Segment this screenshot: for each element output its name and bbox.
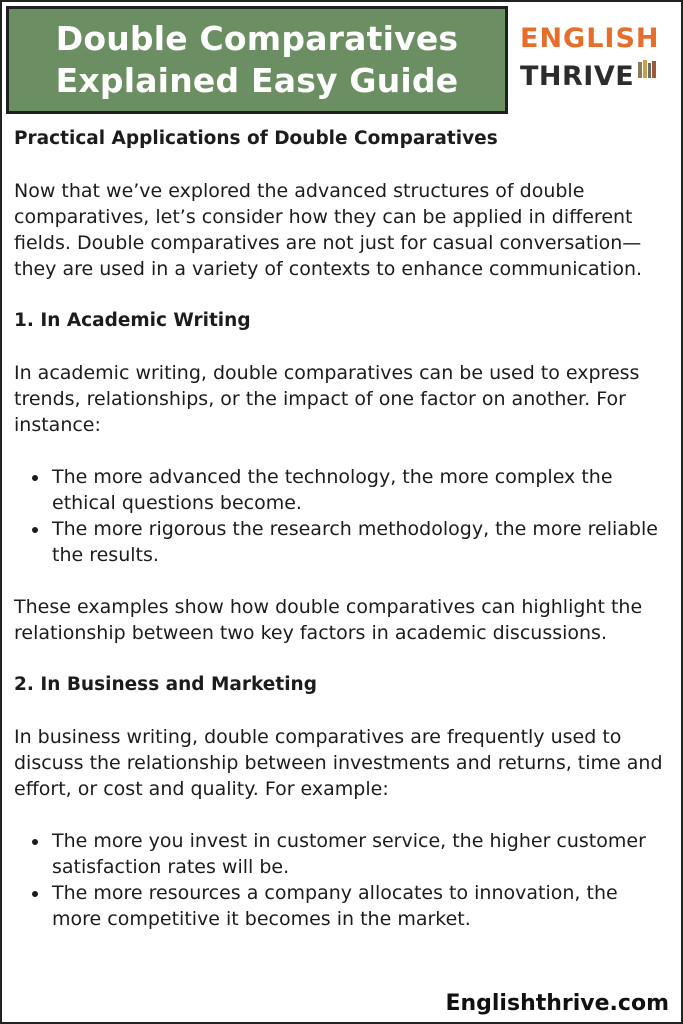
academic-list <box>14 464 670 568</box>
list-item: • The more you invest in customer service, the higher customer satisfaction rates will be. <box>50 828 670 880</box>
academic-paragraph: In academic writing, double comparatives can be used to express trends, relationships, or the impact of one factor on another. For instance: <box>14 362 640 436</box>
section-title: Practical Applications of Double Comparatives <box>14 128 498 149</box>
books-icon <box>637 54 657 88</box>
title-banner <box>6 6 508 114</box>
business-paragraph: In business writing, double comparatives are frequently used to discuss the relationship between investments and returns, time and effort, or cost and quality. For example: <box>14 726 663 800</box>
list-item: • The more advanced the technology, the more complex the ethical questions become. <box>50 464 670 516</box>
article-body <box>14 126 670 932</box>
logo-line-2: THRIVE <box>520 61 635 92</box>
footer-website: Englishthrive.com <box>445 991 669 1016</box>
title-line-1: Double Comparatives <box>55 19 459 58</box>
list-item: • The more rigorous the research methodology, the more reliable the results. <box>50 516 670 568</box>
title-line-2: Explained Easy Guide <box>55 61 459 100</box>
academic-heading: 1. In Academic Writing <box>14 310 251 331</box>
list-item: • The more resources a company allocates to innovation, the more competitive it becomes in the market. <box>50 880 670 932</box>
logo-line-2-wrap <box>520 54 670 94</box>
business-list <box>14 828 670 932</box>
academic-conclusion: These examples show how double comparatives can highlight the relationship between two key factors in academic discussions. <box>14 596 643 644</box>
intro-paragraph: Now that we’ve explored the advanced structures of double comparatives, let’s consider how they can be applied in different fields. Double comparatives are not just for casual conversation—they are used in a variety of contexts to enhance communication. <box>14 180 643 280</box>
business-heading: 2. In Business and Marketing <box>14 674 317 695</box>
brand-logo <box>520 24 670 104</box>
logo-line-1: ENGLISH <box>520 23 660 54</box>
